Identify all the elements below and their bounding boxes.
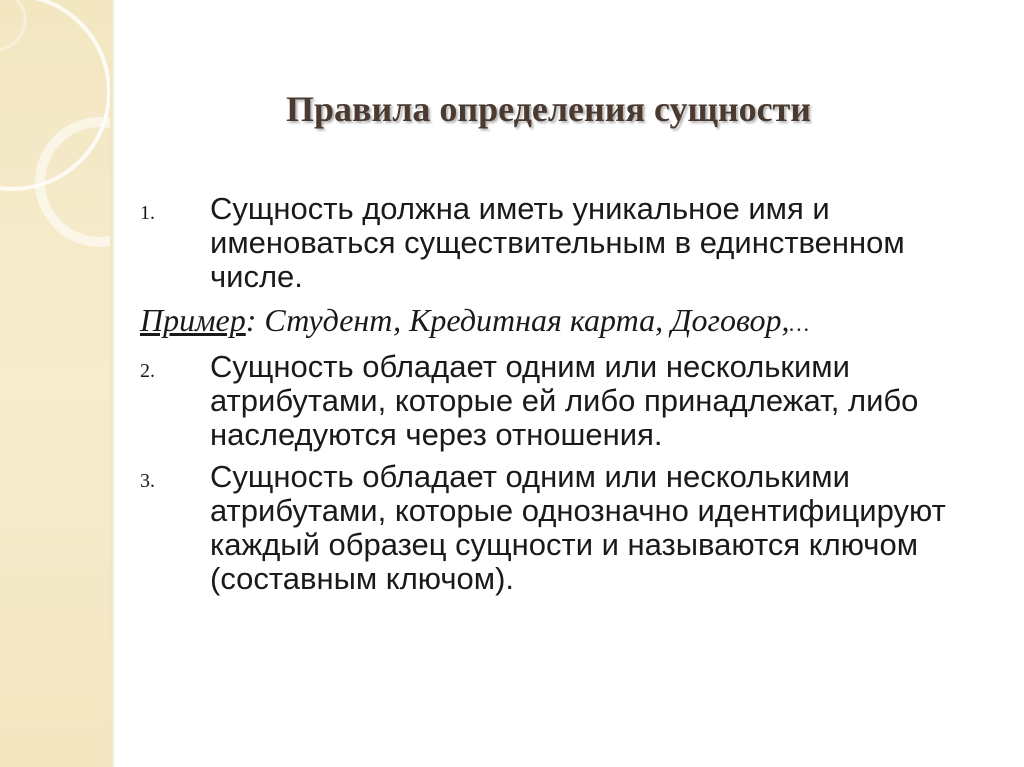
slide-title: Правила определения сущности: [286, 89, 812, 129]
example-line: [140, 302, 980, 342]
example-colon: :: [245, 302, 257, 338]
rule-text: Сущность обладает одним или несколькими атрибутами, которые однозначно идентифицируют каждый образец сущности и называются ключом (составным ключом).: [210, 459, 946, 596]
rule-text: Сущность обладает одним или несколькими атрибутами, которые ей либо принадлежат, либо наследуются через отношения.: [210, 349, 919, 452]
side-band-edge: [110, 0, 114, 767]
decorative-rings-graphic: [0, 0, 110, 767]
rule-item-3: [140, 460, 980, 596]
example-label: Пример: [140, 302, 246, 338]
rule-number: 1.: [140, 202, 155, 224]
rule-text: Сущность должна иметь уникальное имя и именоваться существительным в единственном числе.: [210, 191, 905, 294]
rule-item-1: [140, 192, 980, 294]
rule-number: 2.: [140, 360, 155, 382]
rule-item-2: [140, 350, 980, 452]
rules-list: [140, 192, 980, 596]
example-text: Студент, Кредитная карта, Договор,: [256, 302, 790, 338]
example-ellipsis: …: [789, 311, 809, 336]
rule-number: 3.: [140, 470, 155, 492]
decorative-side-band: [0, 0, 110, 767]
